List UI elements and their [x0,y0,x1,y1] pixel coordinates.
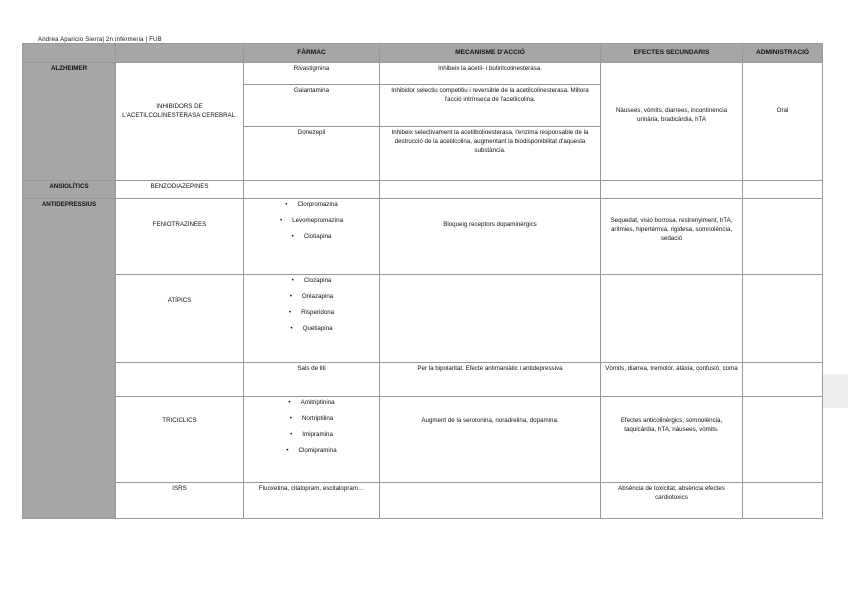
drug-item: • Nortriptilina [248,415,375,424]
mechanism-triciclics: Augment de la serotonina, noradrelina, dopamina. [380,397,601,483]
mechanism-rivastigmina: Inhibeix la acetil- i butirilcolinesterasa. [380,63,601,85]
effects-isrs: Absència de toxicitat, absència efectes cardiotoxics [601,483,743,519]
drug-item: • Risperidona [248,309,375,318]
header-blank-2 [116,44,244,63]
class-isrs: ISRS [116,483,244,519]
page-header: Andrea Aparicio Sierra| 2n infermeria | FUB [38,37,162,43]
effects-alzheimer: Nàusees, vòmits, diarrees, incontinència urinària, bradicàrdia, hTA [601,63,743,181]
table-row [23,181,823,199]
class-liti [116,363,244,397]
drug-item: • Imipramina [248,431,375,440]
effects-benzodiazepines [601,181,743,199]
mechanism-isrs [380,483,601,519]
drug-item: • Clozapina [248,277,375,286]
class-atipics: ATÍPICS [116,275,244,363]
group-alzheimer: ALZHEIMER [23,63,116,181]
header-farmac: FÀRMAC [244,44,380,63]
drug-galantamina: Galantamina [244,85,380,127]
pharmacology-table [22,43,823,519]
mechanism-liti: Per la bipolaritat. Efecte antimaniàtic i antidepressiva [380,363,601,397]
administration-fenotiazines [743,199,823,275]
drug-item: • Onlazapina [248,293,375,302]
mechanism-donezepil: Inhibeix selectivament la acetilbolinesterasa, l'enzima responsable de la destrucció de la acetilcolina, augmentant la biodisponibilitat d'aquesta substància. [380,127,601,181]
administration-isrs [743,483,823,519]
effects-fenotiazines: Sequedat, visió borrosa, restrenyiment, hTA, aritmies, hipertèrmia, rigidesa, somnolència, sedació [601,199,743,275]
drug-item: • Clomipramina [248,447,375,456]
table-row [23,275,823,363]
table-row [23,63,823,85]
drug-item: • Quetiapina [248,325,375,334]
drug-item: • Levomepromazina [248,217,375,226]
mechanism-fenotiazines: Bloqueig receptors dopaminèrgics [380,199,601,275]
mechanism-galantamina: Inhibidor selectiu competitiu i reversible de la acetilcolinesterasa. Millora l'acció intrínseca de l'acetilcolina. [380,85,601,127]
drugs-triciclics [244,397,380,483]
table-row [23,483,823,519]
header-efectes: EFECTES SECUNDARIS [601,44,743,63]
drug-liti: Sals de liti [244,363,380,397]
drugs-atipics [244,275,380,363]
drugs-isrs: Fluoxetina, citalopram, escitalopram… [244,483,380,519]
side-strip [822,374,848,408]
administration-triciclics [743,397,823,483]
class-acetilcolinesterasa: INHIBIDORS DE L'ACETILCOLINESTERASA CEREBRAL. [116,63,244,181]
drug-item: • Clorpromazina [248,201,375,210]
group-ansiolitics: ANSIOLÍTICS [23,181,116,199]
table-row [23,199,823,275]
drug-rivastigmina: Rivastigmina [244,63,380,85]
class-fenotiazines: FENIOTRAZINEES [116,199,244,275]
drug-benzodiazepines [244,181,380,199]
header-blank-1 [23,44,116,63]
drug-item: • Clotiapina [248,233,375,242]
class-triciclics: TRICICLICS [116,397,244,483]
table-row [23,397,823,483]
header-administracio: ADMINISTRACIÓ [743,44,823,63]
drug-item: • Amitriptinina [248,399,375,408]
header-mecanisme: MECANISME D'ACCIÓ [380,44,601,63]
class-benzodiazepines: BENZODIAZEPINES [116,181,244,199]
drug-donezepil: Donezepil [244,127,380,181]
table-row [23,363,823,397]
administration-alzheimer: Oral [743,63,823,181]
header-row [23,44,823,63]
mechanism-atipics [380,275,601,363]
drugs-fenotiazines [244,199,380,275]
group-antidepressius: ANTIDEPRESSIUS [23,199,116,519]
effects-atipics [601,275,743,363]
administration-atipics [743,275,823,363]
effects-liti: Vòmits, diarrea, tremolor, atàxia, confusió, coma [601,363,743,397]
mechanism-benzodiazepines [380,181,601,199]
administration-liti [743,363,823,397]
administration-benzodiazepines [743,181,823,199]
effects-triciclics: Efectes anticolinèrgics, somnolència, taquicàrdia, hTA, nàusees, vòmits. [601,397,743,483]
